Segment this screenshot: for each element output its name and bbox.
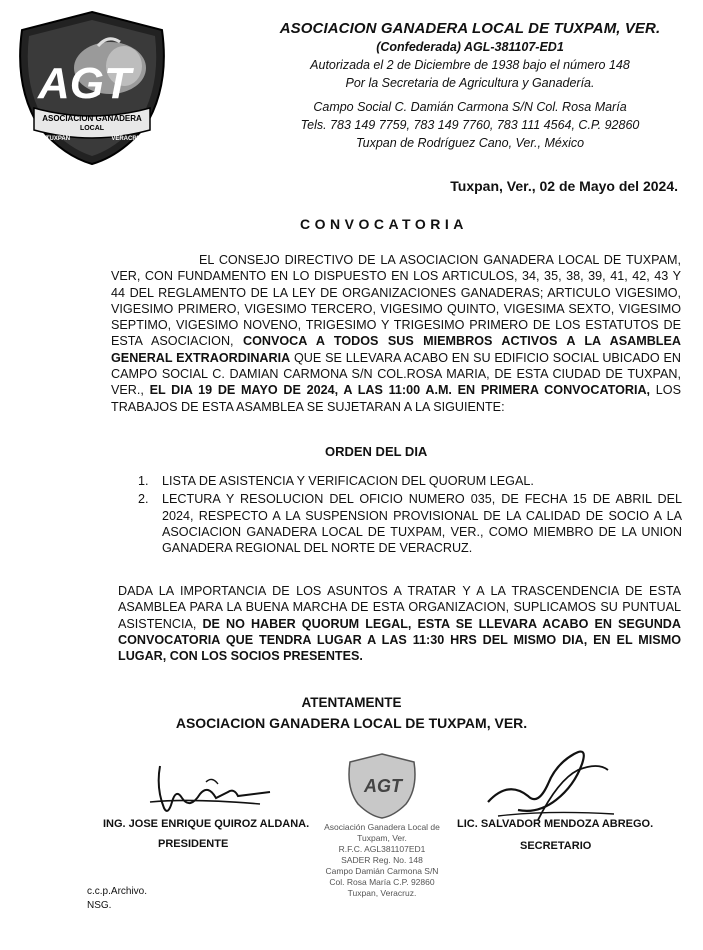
seal-line: Tuxpam, Ver.	[357, 833, 407, 843]
president-name: ING. JOSE ENRIQUE QUIROZ ALDANA.	[103, 818, 310, 830]
secretary-signature	[478, 740, 618, 826]
initials-note: NSG.	[87, 900, 112, 911]
president-signature	[120, 758, 280, 820]
logo-monogram: AGT	[38, 59, 131, 108]
agenda-item: 2. LECTURA Y RESOLUCION DEL OFICIO NUMERO 035, DE FECHA 15 DE ABRIL DEL 2024, RESPECTO A LA SUSPENSION PROVISIONAL DE LA CALIDAD DE SOCIO A LA ASOCIACION GANADERA LOCAL DE TUXPAM, VER., COMO MIEMBRO DE LA UNION GANADERA REGIONAL DEL NORTE DE VERACRUZ.	[138, 492, 682, 556]
document-date: Tuxpan, Ver., 02 de Mayo del 2024.	[450, 178, 678, 194]
president-role: PRESIDENTE	[158, 838, 229, 850]
seal-line: Asociación Ganadera Local de	[324, 822, 440, 832]
convocation-paragraph: EL CONSEJO DIRECTIVO DE LA ASOCIACION GANADERA LOCAL DE TUXPAM, VER, CON FUNDAMENTO EN LO DISPUESTO EN LOS ARTICULOS, 34, 35, 38, 39, 41, 42, 43 Y 44 DEL REGLAMENTO DE LA LEY DE ORGANIZACIONES GANADERAS; ARTICULO VIGESIMO, VIGESIMO PRIMERO, VIGESIMO TERCERO, VIGESIMO QUINTO, VIGESIMA SEXTO, VIGESIMO SEPTIMO, VIGESIMO NOVENO, TRIGESIMO Y TRIGESIMO PRIMERO DE LOS ESTATUTOS DE ESTA ASOCIACION, CONVOCA A TODOS SUS MIEMBROS ACTIVOS A LA ASAMBLEA GENERAL EXTRAORDINARIA QUE SE LLEVARA ACABO EN SU EDIFICIO SOCIAL UBICADO EN CAMPO SOCIAL C. DAMIAN CARMONA S/N COL.ROSA MARIA, DE ESTA CIUDAD DE TUXPAN, VER., EL DIA 19 DE MAYO DE 2024, A LAS 11:00 A.M. EN PRIMERA CONVOCATORIA, LOS TRABAJOS DE ESTA ASAMBLEA SE SUJETARAN A LA SIGUIENTE:	[111, 253, 681, 414]
svg-text:ASOCIACION GANADERA: ASOCIACION GANADERA	[42, 114, 142, 123]
svg-text:TUXPAN: TUXPAN	[45, 136, 71, 142]
header-secretaria: Por la Secretaria de Agricultura y Ganadería.	[345, 76, 595, 90]
closing-atentamente: ATENTAMENTE	[301, 695, 402, 710]
svg-text:LOCAL: LOCAL	[79, 125, 105, 132]
seal-line: Campo Damián Carmona S/N	[325, 866, 439, 876]
seal-line: Tuxpan, Veracruz.	[347, 888, 417, 898]
header-phones: Tels. 783 149 7759, 783 149 7760, 783 111 4564, C.P. 92860	[300, 118, 640, 132]
header-title: ASOCIACION GANADERA LOCAL DE TUXPAM, VER.	[279, 20, 661, 37]
document-heading: CONVOCATORIA	[300, 216, 468, 232]
header-address: Campo Social C. Damián Carmona S/N Col. Rosa María	[313, 100, 627, 114]
quorum-paragraph: DADA LA IMPORTANCIA DE LOS ASUNTOS A TRATAR Y A LA TRASCENDENCIA DE ESTA ASAMBLEA PARA LA BUENA MARCHA DE ESTA ORGANIZACION, SUPLICAMOS SU PUNTUAL ASISTENCIA, DE NO HABER QUORUM LEGAL, ESTA SE LLEVARA ACABO EN SEGUNDA CONVOCATORIA QUE TENDRA LUGAR A LAS 11:30 HRS DEL MISMO DIA, EN EL MISMO LUGAR, CON LOS SOCIOS PRESENTES.	[118, 584, 681, 664]
agenda-heading: ORDEN DEL DIA	[325, 444, 428, 459]
closing-organization: ASOCIACION GANADERA LOCAL DE TUXPAM, VER.	[175, 715, 528, 731]
secretary-name: LIC. SALVADOR MENDOZA ABREGO.	[457, 818, 654, 830]
agenda-list	[134, 473, 682, 556]
svg-text:VERACRUZ: VERACRUZ	[111, 136, 145, 142]
header-authorization: Autorizada el 2 de Diciembre de 1938 bajo el número 148	[310, 58, 630, 72]
agenda-item: 1. LISTA DE ASISTENCIA Y VERIFICACION DEL QUORUM LEGAL.	[138, 474, 534, 488]
seal-line: SADER Reg. No. 148	[341, 855, 423, 865]
seal-line: Col. Rosa María C.P. 92860	[329, 877, 435, 887]
ccp-note: c.c.p.Archivo.	[87, 886, 148, 897]
header-city: Tuxpan de Rodríguez Cano, Ver., México	[355, 136, 585, 150]
association-seal	[308, 752, 456, 922]
seal-logo-icon	[346, 752, 418, 820]
secretary-role: SECRETARIO	[520, 840, 592, 852]
seal-line: R.F.C. AGL381107ED1	[338, 844, 426, 854]
association-logo	[12, 8, 172, 168]
svg-text:AGT: AGT	[364, 776, 402, 796]
header-subtitle: (Confederada) AGL-381107-ED1	[376, 40, 564, 54]
